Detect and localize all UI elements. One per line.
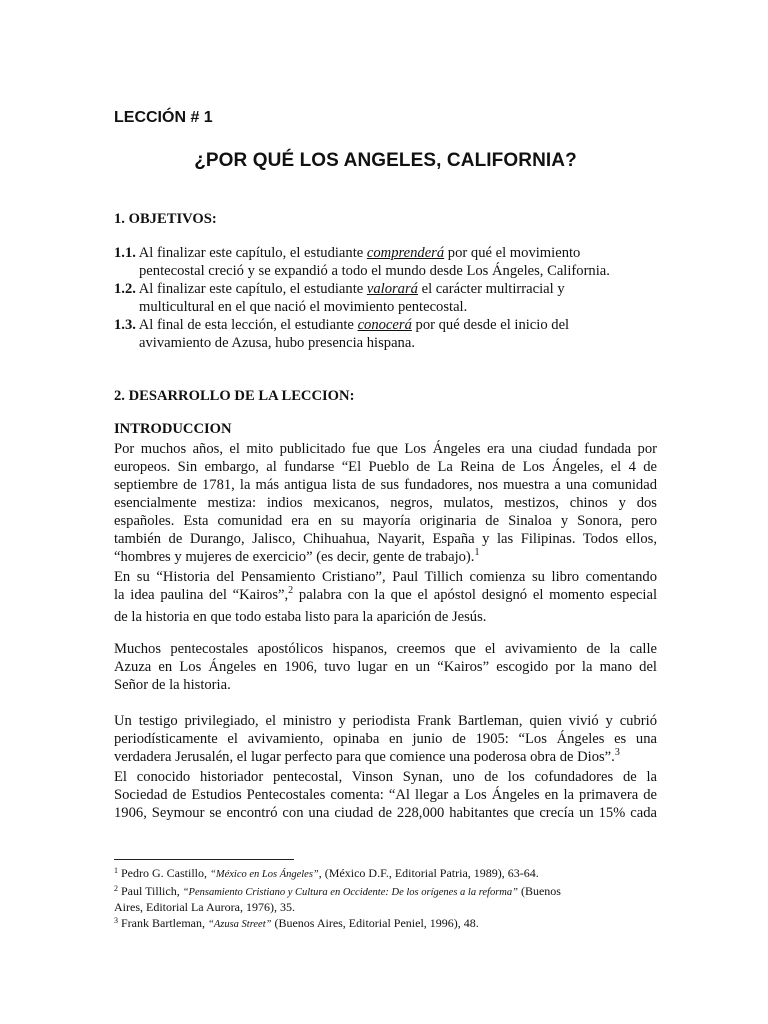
footnote-number: 3 xyxy=(114,916,118,925)
objective-item xyxy=(114,316,657,352)
text-line: Muchos pentecostales apostólicos hispanos, creemos que el avivamiento de la calle xyxy=(114,641,657,657)
objective-text: Al finalizar este capítulo, el estudiante xyxy=(135,281,367,297)
text-line xyxy=(114,748,657,766)
text-segment: la idea paulina del “Kairos”, xyxy=(114,587,289,603)
footnote-text: Aires, Editorial La Aurora, 1976), 35. xyxy=(114,900,295,914)
text-line: Señor de la historia. xyxy=(114,677,231,693)
text-line xyxy=(114,548,657,570)
text-line: periodísticamente el avivamiento, opinaba en junio de 1905: “Los Ángeles es una xyxy=(114,731,657,747)
objective-continuation: avivamiento de Azusa, hubo presencia hispana. xyxy=(139,335,415,351)
text-line: 1906, Seymour se encontró con una ciudad de 228,000 habitantes que crecía un 15% cada xyxy=(114,805,657,821)
footnote-text: , (México D.F., Editorial Patria, 1989), 63-64. xyxy=(318,866,539,880)
text-line: El conocido historiador pentecostal, Vinson Synan, uno de los cofundadores de la xyxy=(114,769,657,785)
footnote-title: “Azusa Street” xyxy=(207,919,272,930)
objective-text: por qué el movimiento xyxy=(444,245,581,261)
page-title: ¿POR QUÉ LOS ANGELES, CALIFORNIA? xyxy=(194,150,577,171)
footnote-text: Paul Tillich, xyxy=(118,884,183,898)
footnote-text: (Buenos Aires, Editorial Peniel, 1996), 48. xyxy=(271,916,479,930)
objective-continuation: pentecostal creció y se expandió a todo el mundo desde Los Ángeles, California. xyxy=(139,263,610,279)
development-heading: 2. DESARROLLO DE LA LECCION: xyxy=(114,388,355,404)
footnote-text: Frank Bartleman, xyxy=(118,916,208,930)
text-line: Un testigo privilegiado, el ministro y periodista Frank Bartleman, quien vivió y cubrió xyxy=(114,713,657,729)
footnote-text: Pedro G. Castillo, xyxy=(118,866,210,880)
text-line: esencialmente mestiza: indios mexicanos, negros, mulatos, mestizos, chinos y dos xyxy=(114,495,657,511)
footnote-text: (Buenos xyxy=(517,884,561,898)
objective-keyword: valorará xyxy=(366,281,418,297)
objective-text: por qué desde el inicio del xyxy=(411,317,570,333)
objective-keyword: conocerá xyxy=(357,317,412,333)
objective-continuation: multicultural en el que nació el movimiento pentecostal. xyxy=(139,299,468,315)
objective-keyword: comprenderá xyxy=(366,245,445,261)
footnote xyxy=(114,866,674,882)
lesson-label: LECCIÓN # 1 xyxy=(114,109,213,126)
text-line: también de Durango, Jalisco, Chihuahua, Nayarit, España y las Filipinas. Todos ellos, xyxy=(114,531,657,547)
footnote-title: “Pensamiento Cristiano y Cultura en Occidente: De los orígenes a la reforma” xyxy=(182,887,518,898)
footnote-ref: 3 xyxy=(614,747,620,758)
objective-number: 1.2. xyxy=(114,281,136,297)
text-line: septiembre de 1781, la más antigua lista de sus fundadores, nos muestra a una comunidad xyxy=(114,477,657,493)
footnote-number: 2 xyxy=(114,884,118,893)
text-line: Sociedad de Estudios Pentecostales comenta: “Al llegar a Los Ángeles en la primavera de xyxy=(114,787,657,803)
objective-number: 1.3. xyxy=(114,317,136,333)
footnote-divider xyxy=(114,859,294,860)
text-segment: palabra con la que el apóstol designó el momento especial xyxy=(293,587,657,603)
text-line: Azuza en Los Ángeles en 1906, tuvo lugar en un “Kairos” escogido por la mano del xyxy=(114,659,657,675)
paragraph xyxy=(114,640,657,694)
text-line: de la historia en que todo estaba listo para la aparición de Jesús. xyxy=(114,609,487,625)
objective-item xyxy=(114,280,657,316)
objectives-heading: 1. OBJETIVOS: xyxy=(114,211,217,227)
text-line xyxy=(114,586,657,608)
footnote-ref: 1 xyxy=(474,547,480,558)
footnote-number: 1 xyxy=(114,866,118,875)
paragraph xyxy=(114,768,657,822)
introduction-heading: INTRODUCCION xyxy=(114,421,232,437)
text-segment: “hombres y mujeres de exercicio” (es decir, gente de trabajo). xyxy=(114,549,475,565)
text-line: europeos. Sin embargo, al fundarse “El Pueblo de La Reina de Los Ángeles, el 4 de xyxy=(114,459,657,475)
footnote xyxy=(114,884,674,914)
text-line: españoles. Esta comunidad era en su mayoría originaria de Sinaloa y Sonora, pero xyxy=(114,513,657,529)
paragraph xyxy=(114,712,657,766)
objective-text: Al final de esta lección, el estudiante xyxy=(135,317,358,333)
objective-text: el carácter multirracial y xyxy=(417,281,565,297)
text-line: En su “Historia del Pensamiento Cristiano”, Paul Tillich comienza su libro comentando xyxy=(114,569,657,585)
footnote-ref: 2 xyxy=(288,585,294,596)
objective-text: Al finalizar este capítulo, el estudiante xyxy=(135,245,367,261)
paragraph xyxy=(114,568,657,626)
text-segment: verdadera Jerusalén, el lugar perfecto para que comience una poderosa obra de Dios”. xyxy=(114,749,615,765)
footnote xyxy=(114,916,674,932)
paragraph xyxy=(114,440,657,570)
objective-item xyxy=(114,244,657,280)
objective-number: 1.1. xyxy=(114,245,136,261)
footnote-title: “México en Los Ángeles” xyxy=(210,869,319,880)
text-line: Por muchos años, el mito publicitado fue que Los Ángeles era una ciudad fundada por xyxy=(114,441,657,457)
